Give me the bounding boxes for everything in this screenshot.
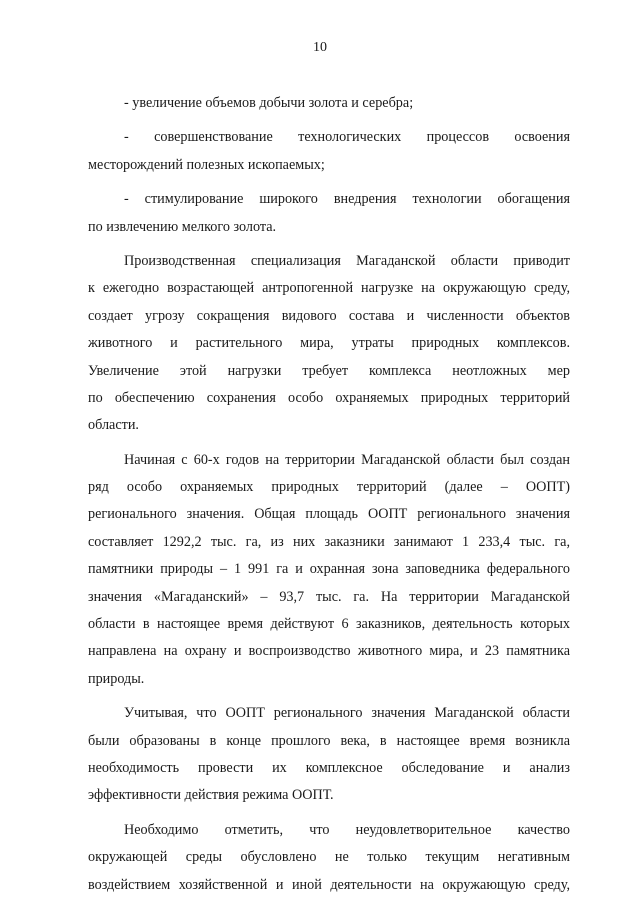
text-line: области в настоящее время действуют 6 заказников, деятельность которых [88, 616, 570, 633]
paragraph [88, 124, 570, 179]
text-line: были образованы в конце прошлого века, в настоящее время возникла [88, 732, 570, 749]
text-line: Производственная специализация Магаданской области приводит [124, 252, 570, 269]
text-line: - стимулирование широкого внедрения технологии обогащения [124, 191, 570, 208]
paragraph [88, 186, 570, 241]
text-line: Увеличение этой нагрузки требует комплекса неотложных мер [88, 362, 570, 379]
paragraph [88, 248, 570, 440]
text-line: направлена на охрану и воспроизводство животного мира, и 23 памятника [88, 643, 570, 660]
text-line: создает угрозу сокращения видового состава и численности объектов [88, 307, 570, 324]
text-line: животного и растительного мира, утраты природных комплексов. [88, 335, 570, 352]
text-line: по извлечению мелкого золота. [88, 218, 277, 235]
text-line: составляет 1292,2 тыс. га, из них заказники занимают 1 233,4 тыс. га, [88, 533, 570, 550]
text-line: месторождений полезных ископаемых; [88, 156, 325, 173]
text-line: по обеспечению сохранения особо охраняемых природных территорий [88, 389, 570, 406]
text-line: Начиная с 60-х годов на территории Магаданской области был создан [124, 451, 570, 468]
paragraph [88, 90, 570, 117]
text-line: окружающей среды обусловлено не только текущим негативным [88, 849, 570, 866]
text-line: регионального значения. Общая площадь ООПТ регионального значения [88, 506, 570, 523]
text-line: - совершенствование технологических процессов освоения [124, 129, 570, 146]
text-line: области. [88, 417, 139, 434]
paragraph [88, 817, 570, 899]
paragraph [88, 447, 570, 694]
text-line: ряд особо охраняемых природных территорий (далее – ООПТ) [88, 479, 570, 496]
text-line: - увеличение объемов добычи золота и серебра; [124, 95, 414, 111]
text-line: эффективности действия режима ООПТ. [88, 787, 334, 804]
text-line: значения «Магаданский» – 93,7 тыс. га. На территории Магаданской [88, 588, 570, 605]
paragraph [88, 700, 570, 810]
text-line: воздействием хозяйственной и иной деятельности на окружающую среду, [88, 876, 570, 893]
text-line: к ежегодно возрастающей антропогенной нагрузке на окружающую среду, [88, 280, 570, 297]
text-line: Необходимо отметить, что неудовлетворительное качество [124, 821, 570, 838]
text-line: природы. [88, 670, 145, 687]
page-number: 10 [313, 40, 327, 55]
body-text [88, 90, 570, 899]
text-line: Учитывая, что ООПТ регионального значения Магаданской области [124, 705, 570, 722]
text-line: памятники природы – 1 991 га и охранная зона заповедника федерального [88, 561, 570, 578]
text-line: необходимость провести их комплексное обследование и анализ [88, 759, 570, 776]
